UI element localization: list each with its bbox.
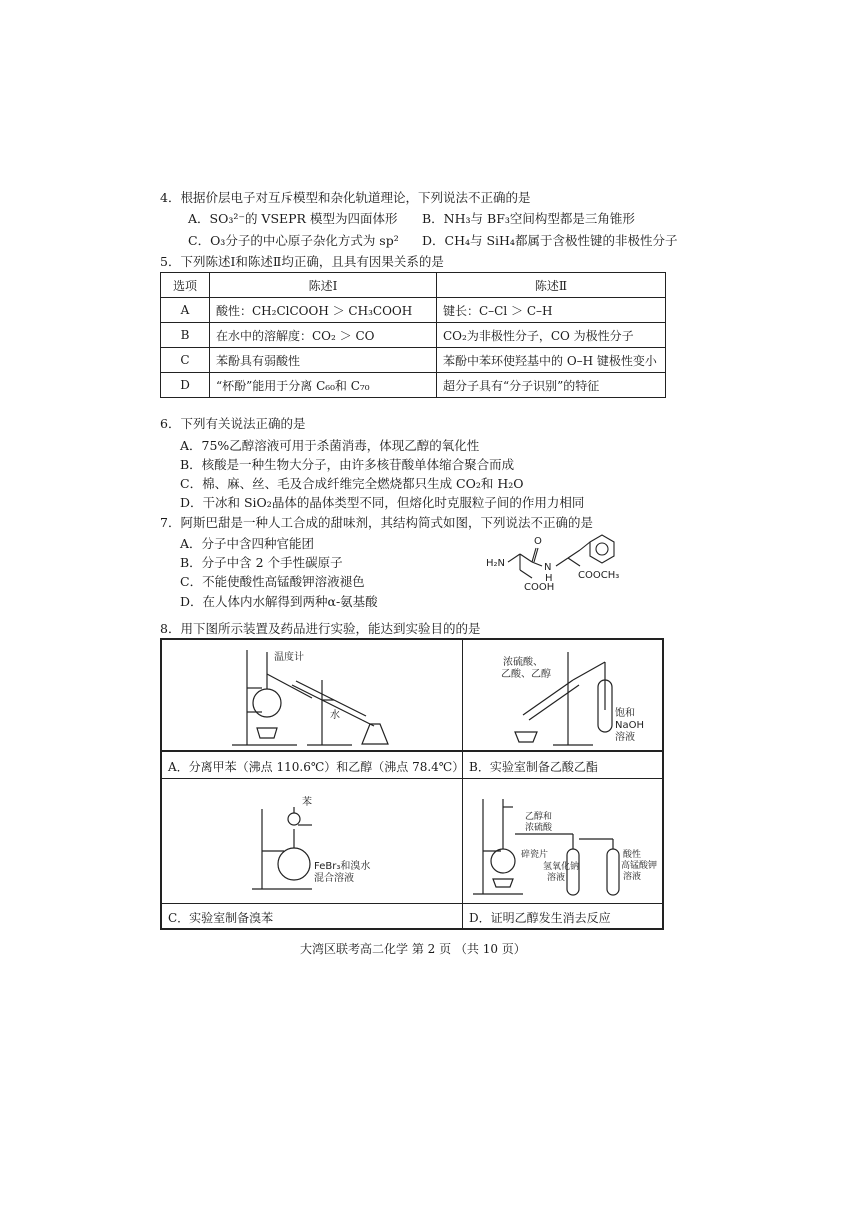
table-row — [161, 323, 666, 348]
apparatus-d-caption: D．证明乙醇发生消去反应 — [469, 911, 611, 925]
q4-option-c: C．O₃分子的中心原子杂化方式为 sp² — [188, 233, 399, 248]
table-cell: A — [161, 298, 210, 323]
q4-stem: 4．根据价层电子对互斥模型和杂化轨道理论，下列说法不正确的是 — [160, 190, 531, 205]
ester-apparatus — [463, 640, 662, 750]
q7-option-b: B．分子中含 2 个手性碳原子 — [180, 555, 343, 570]
table-cell: 苯酚中苯环使羟基中的 O–H 键极性变小 — [437, 348, 666, 373]
table-header: 选项 — [161, 273, 210, 298]
table-cell: 苯酚具有弱酸性 — [210, 348, 437, 373]
label-d-2: 浓硫酸 — [525, 823, 553, 833]
label-d-5: 溶液 — [547, 873, 566, 883]
table-cell: 酸性：CH₂ClCOOH ＞ CH₃COOH — [210, 298, 437, 323]
table-cell: 键长：C–Cl ＞ C–H — [437, 298, 666, 323]
label-c-1: 苯 — [302, 797, 312, 808]
label-b-4: NaOH — [615, 720, 644, 731]
table-cell: D — [161, 373, 210, 398]
q8-stem: 8．用下图所示装置及药品进行实验，能达到实验目的的是 — [160, 621, 481, 636]
q5-stem: 5．下列陈述Ⅰ和陈述Ⅱ均正确，且具有因果关系的是 — [160, 254, 444, 269]
label-b-5: 溶液 — [615, 732, 635, 743]
label-d-1: 乙醇和 — [525, 812, 553, 822]
distillation-apparatus — [162, 640, 462, 750]
table-cell: CO₂为非极性分子，CO 为极性分子 — [437, 323, 666, 348]
apparatus-c-caption: C．实验室制备溴苯 — [168, 911, 274, 925]
label-water: 水 — [330, 710, 340, 721]
label-d-7: 高锰酸钾 — [621, 861, 658, 871]
apparatus-c-caption-cell — [161, 903, 463, 929]
q6-option-b: B．核酸是一种生物大分子，由许多核苷酸单体缩合聚合而成 — [180, 457, 515, 472]
table-cell: C — [161, 348, 210, 373]
q7-option-a: A．分子中含四种官能团 — [180, 536, 315, 551]
struct-cooh: COOH — [524, 582, 555, 593]
label-d-8: 溶液 — [623, 872, 642, 882]
struct-n: N — [544, 562, 552, 573]
apparatus-d-figure — [462, 778, 663, 904]
table-row — [161, 298, 666, 323]
apparatus-a-caption: A．分离甲苯（沸点 110.6℃）和乙醇（沸点 78.4℃） — [168, 760, 465, 774]
page-footer: 大湾区联考高二化学 第 2 页 （共 10 页） — [300, 942, 526, 956]
label-thermometer: 温度计 — [274, 652, 304, 663]
table-header: 陈述Ⅰ — [210, 273, 437, 298]
q7-option-d: D．在人体内水解得到两种α-氨基酸 — [180, 594, 378, 609]
label-d-6: 酸性 — [623, 850, 642, 860]
bromobenzene-apparatus — [162, 779, 462, 903]
apparatus-b-caption: B．实验室制备乙酸乙酯 — [469, 760, 598, 774]
table-cell: 超分子具有“分子识别”的特征 — [437, 373, 666, 398]
apparatus-b-figure — [462, 639, 663, 751]
table-cell: “杯酚”能用于分离 C₆₀和 C₇₀ — [210, 373, 437, 398]
q8-apparatus-grid — [160, 638, 664, 930]
q6-stem: 6．下列有关说法正确的是 — [160, 416, 306, 431]
struct-o: O — [534, 536, 542, 547]
label-d-4: 氢氧化钠 — [543, 862, 580, 872]
table-row — [161, 373, 666, 398]
q7-stem: 7．阿斯巴甜是一种人工合成的甜味剂，其结构简式如图，下列说法不正确的是 — [160, 515, 593, 530]
table-row — [161, 348, 666, 373]
q4-option-b: B．NH₃与 BF₃空间构型都是三角锥形 — [422, 211, 635, 226]
struct-h2n: H₂N — [486, 558, 506, 569]
table-header: 陈述Ⅱ — [437, 273, 666, 298]
q4-option-d: D．CH₄与 SiH₄都属于含极性键的非极性分子 — [422, 233, 678, 248]
apparatus-b-caption-cell — [462, 751, 663, 779]
q5-table — [160, 272, 666, 398]
label-c-3: 混合溶液 — [314, 873, 354, 884]
apparatus-d-caption-cell — [462, 903, 663, 929]
label-b-3: 饱和 — [615, 708, 635, 719]
q6-option-d: D．干冰和 SiO₂晶体的晶体类型不同，但熔化时克服粒子间的作用力相同 — [180, 495, 585, 510]
elimination-apparatus — [463, 779, 662, 903]
q7-option-c: C．不能使酸性高锰酸钾溶液褪色 — [180, 574, 365, 589]
label-d-3: 碎瓷片 — [521, 850, 549, 860]
apparatus-c-figure — [161, 778, 463, 904]
table-cell: B — [161, 323, 210, 348]
apparatus-a-caption-cell — [161, 751, 463, 779]
q6-option-c: C．棉、麻、丝、毛及合成纤维完全燃烧都只生成 CO₂和 H₂O — [180, 476, 524, 491]
struct-h: H — [545, 573, 553, 584]
apparatus-a-figure — [161, 639, 463, 751]
table-cell: 在水中的溶解度：CO₂ ＞ CO — [210, 323, 437, 348]
table-header-row — [161, 273, 666, 298]
struct-cooch3: COOCH₃ — [578, 570, 620, 581]
label-b-1: 浓硫酸、 — [503, 657, 543, 668]
aspartame-structure — [480, 530, 655, 602]
label-b-2: 乙酸、乙醇 — [501, 669, 551, 680]
label-c-2: FeBr₃和溴水 — [314, 861, 371, 872]
q4-option-a: A．SO₃²⁻的 VSEPR 模型为四面体形 — [188, 211, 398, 226]
q6-option-a: A．75%乙醇溶液可用于杀菌消毒，体现乙醇的氧化性 — [180, 438, 480, 453]
